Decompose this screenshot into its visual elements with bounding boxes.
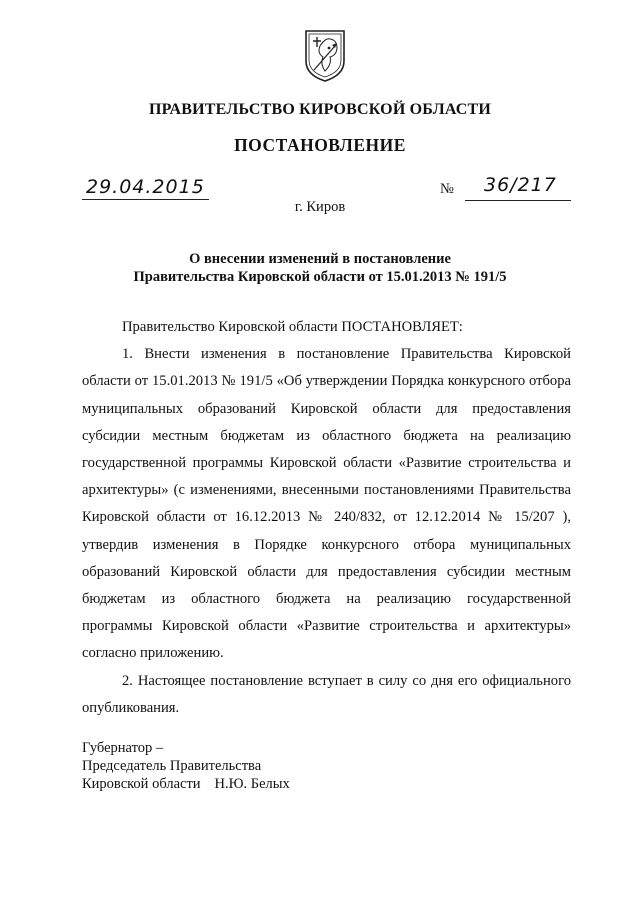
document-date: 29.04.2015 (82, 176, 209, 200)
coat-of-arms-emblem (303, 27, 347, 83)
signatory-name: Н.Ю. Белых (214, 776, 290, 792)
document-body (82, 314, 571, 722)
document-type-title: ПОСТАНОВЛЕНИЕ (234, 135, 406, 155)
item-2-paragraph: 2. Настоящее постановление вступает в силу со дня его официального опубликования. (82, 672, 571, 716)
signatory-line-3 (82, 775, 290, 793)
government-heading: ПРАВИТЕЛЬСТВО КИРОВСКОЙ ОБЛАСТИ (148, 101, 492, 118)
preamble-paragraph: Правительство Кировской области ПОСТАНОВЛЯЕТ: (122, 319, 463, 335)
subject-line-2: Правительства Кировской области от 15.01.2013 № 191/5 (133, 269, 507, 285)
signatory-title-line-2: Председатель Правительства (82, 758, 262, 774)
document-number: 36/217 (484, 174, 557, 196)
number-label: № (440, 181, 454, 197)
signature-block (82, 739, 290, 793)
item-1-paragraph: 1. Внести изменения в постановление Правительства Кировской области от 15.01.2013 № 191/5 «Об утверждении Порядка конкурсного отбора муниципальных образований Кировской области для предоставления субсидии местным бюджетам из областного бюджета на реализацию государственной программы Кировской области «Развитие строительства и архитектуры» (с изменениями, внесенными постановлениями Правительства Кировской области от 16.12.2013 № 240/832, от 12.12.2014 № 15/207 ), утвердив изменения в Порядке конкурсного отбора муниципальных образований Кировской области для предоставления субсидии местным бюджетам из областного бюджета на реализацию государственной программы Кировской области «Развитие строительства и архитектуры» согласно приложению. (82, 346, 571, 662)
city-name: г. Киров (294, 199, 346, 215)
subject-line-1: О внесении изменений в постановление (189, 251, 451, 267)
document-subject (0, 250, 640, 286)
signatory-title-line-1: Губернатор – (82, 740, 164, 756)
signatory-title-line-3: Кировской области (82, 776, 201, 792)
